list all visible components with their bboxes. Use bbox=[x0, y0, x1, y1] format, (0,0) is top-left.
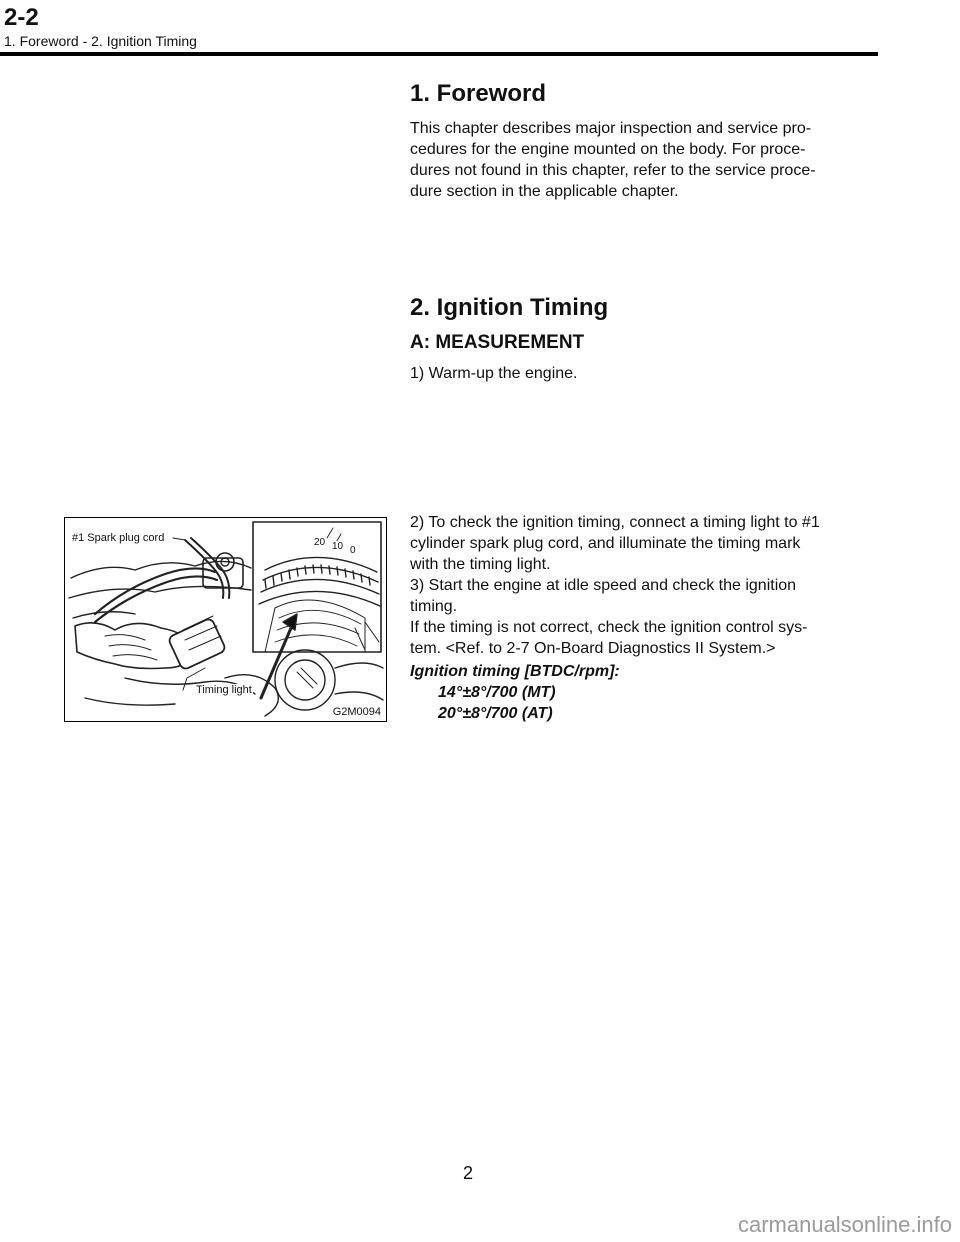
foreword-section bbox=[410, 80, 878, 202]
foreword-line: This chapter describes major inspection and service pro- bbox=[410, 120, 812, 137]
spec-value-mt: 14°±8°/700 (MT) bbox=[438, 684, 556, 701]
scale-number: 10 bbox=[332, 541, 344, 552]
header-subtitle: 1. Foreword - 2. Ignition Timing bbox=[4, 33, 197, 49]
step-1: 1) Warm-up the engine. bbox=[410, 365, 578, 382]
spec-value-at: 20°±8°/700 (AT) bbox=[438, 705, 553, 722]
header-rule bbox=[0, 52, 878, 56]
page-number: 2 bbox=[462, 1163, 473, 1183]
measurement-subheading: A: MEASUREMENT bbox=[410, 332, 585, 353]
step-line: 3) Start the engine at idle speed and check the ignition bbox=[410, 577, 797, 594]
step-line: timing. bbox=[410, 598, 458, 615]
timing-light-figure bbox=[64, 517, 387, 722]
scale-number: 20 bbox=[314, 537, 326, 548]
step-line: If the timing is not correct, check the ignition control sys- bbox=[410, 619, 808, 636]
foreword-line: cedures for the engine mounted on the body. For proce- bbox=[410, 141, 806, 158]
ignition-section bbox=[410, 294, 878, 384]
figure-code: G2M0094 bbox=[332, 706, 381, 718]
timing-light-label: Timing light bbox=[196, 684, 252, 696]
step-line: cylinder spark plug cord, and illuminate the timing mark bbox=[410, 535, 801, 552]
ref-line: tem. <Ref. to 2-7 On-Board Diagnostics II System.> bbox=[410, 640, 776, 657]
foreword-line: dure section in the applicable chapter. bbox=[410, 183, 679, 200]
step-line: 2) To check the ignition timing, connect a timing light to #1 bbox=[410, 514, 820, 531]
page-header bbox=[0, 0, 960, 60]
watermark-link[interactable]: carmanualsonline.info bbox=[737, 1212, 952, 1237]
step-line: with the timing light. bbox=[410, 556, 551, 573]
procedure-steps bbox=[410, 512, 878, 724]
spec-label: Ignition timing [BTDC/rpm]: bbox=[410, 663, 620, 680]
scale-number: 0 bbox=[350, 545, 356, 556]
ignition-heading: 2. Ignition Timing bbox=[410, 294, 609, 321]
spark-plug-cord-label: #1 Spark plug cord bbox=[72, 532, 165, 544]
foreword-heading: 1. Foreword bbox=[410, 80, 547, 107]
section-code: 2-2 bbox=[4, 4, 39, 31]
foreword-line: dures not found in this chapter, refer to the service proce- bbox=[410, 162, 816, 179]
